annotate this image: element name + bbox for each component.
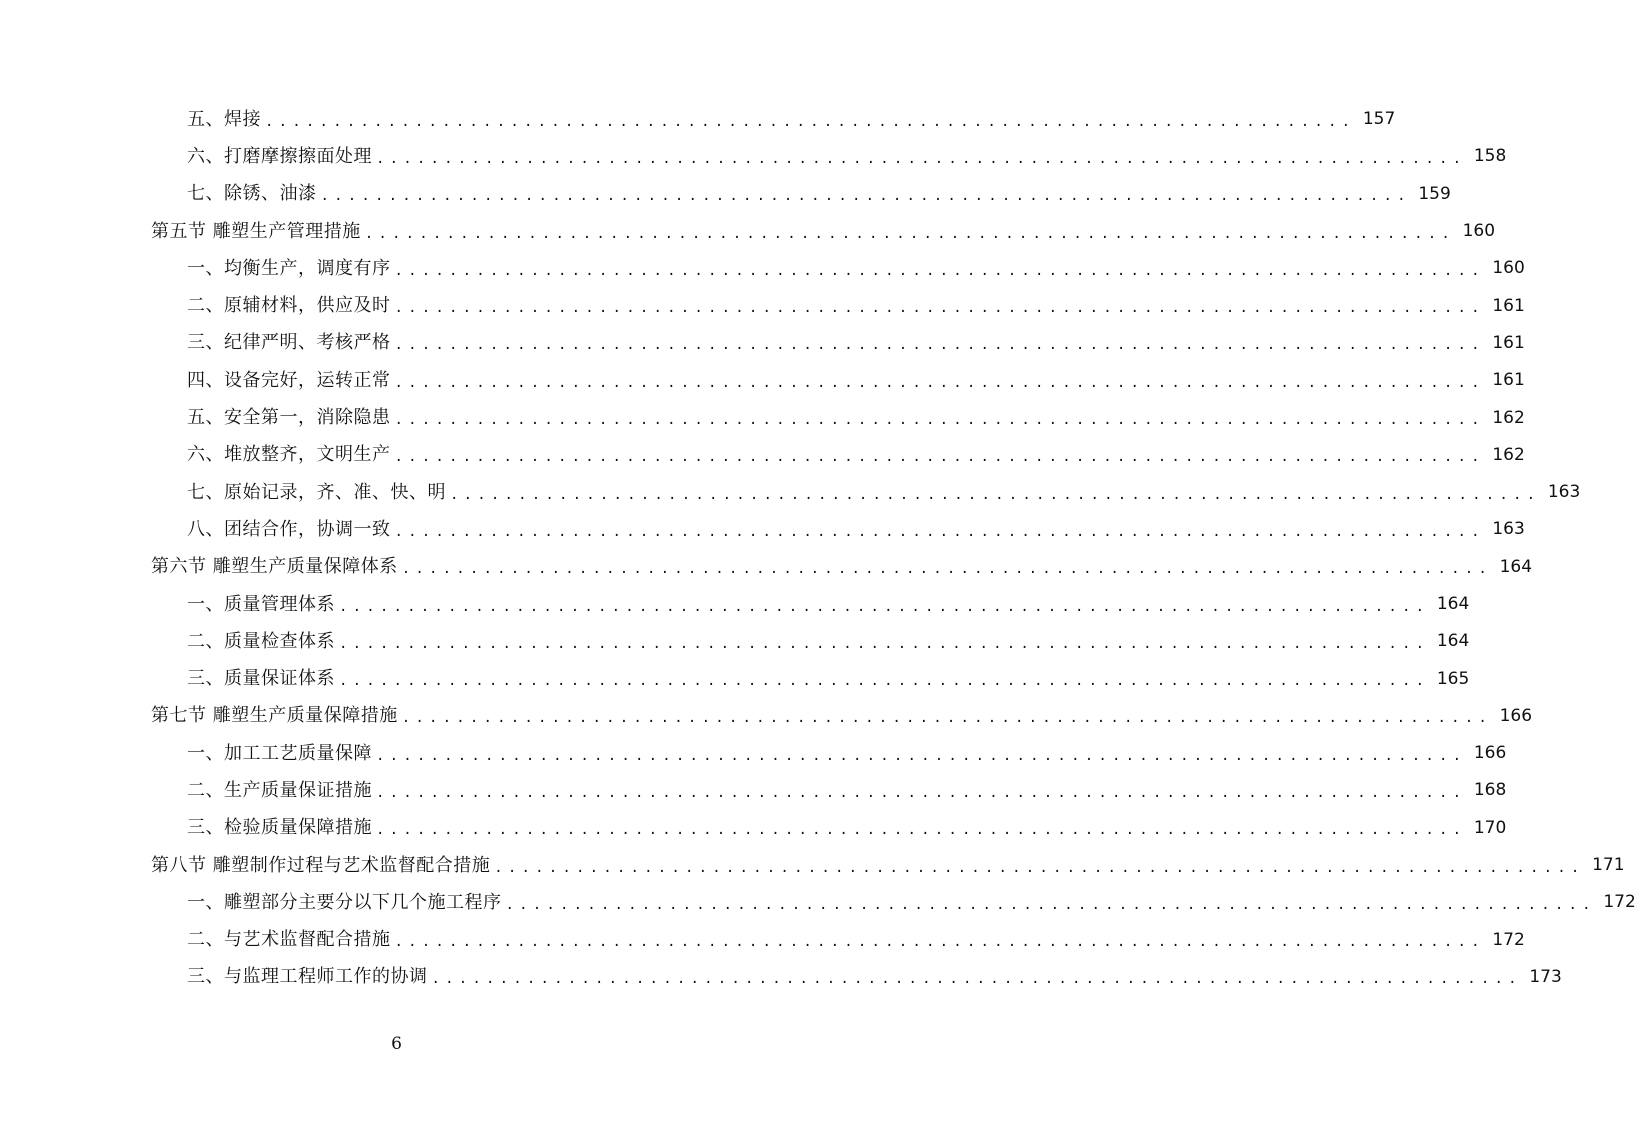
toc-leader-dots: ................................................................................: [364, 225, 1456, 242]
toc-entry-page-number: 164: [1499, 556, 1533, 577]
toc-entry-page-number: 170: [1473, 817, 1507, 838]
toc-leader-dots: ................................................................................: [394, 300, 1485, 317]
toc-subsection-entry[interactable]: [0, 287, 1525, 324]
toc-leader-dots: ................................................................................: [394, 449, 1485, 466]
toc-leader-dots: ................................................................................: [376, 747, 1467, 764]
toc-entry-label: 第五节 雕塑生产管理措施: [151, 220, 361, 242]
toc-entry-inner: [187, 332, 1525, 354]
toc-entry-page-number: 172: [1603, 892, 1636, 913]
toc-leader-dots: ................................................................................: [339, 635, 1430, 652]
toc-subsection-entry[interactable]: [0, 325, 1525, 362]
toc-entry-label: 四、设备完好，运转正常: [187, 369, 391, 391]
toc-subsection-entry[interactable]: [0, 250, 1525, 287]
toc-entry-label: 一、质量管理体系: [187, 593, 335, 615]
toc-subsection-entry[interactable]: [0, 437, 1525, 474]
toc-entry-label: 第七节 雕塑生产质量保障措施: [151, 705, 398, 727]
toc-entry-page-number: 165: [1436, 668, 1470, 689]
toc-entry-inner: [187, 966, 1562, 988]
toc-entry-inner: [187, 183, 1451, 205]
toc-entry-inner: [187, 668, 1470, 690]
toc-subsection-entry[interactable]: [0, 735, 1507, 772]
toc-subsection-entry[interactable]: [0, 884, 1636, 921]
toc-entry-label: 第六节 雕塑生产质量保障体系: [151, 556, 398, 578]
toc-entry-inner: [187, 481, 1581, 503]
toc-entry-label: 七、原始记录，齐、准、快、明: [187, 481, 446, 503]
toc-entry-inner: [187, 108, 1396, 130]
toc-entry-page-number: 161: [1492, 295, 1525, 316]
toc-leader-dots: ................................................................................: [394, 374, 1485, 391]
table-of-contents: [0, 101, 1636, 996]
toc-entry-label: 三、与监理工程师工作的协调: [187, 966, 428, 988]
toc-entry-label: 一、均衡生产，调度有序: [187, 257, 391, 279]
toc-entry-label: 一、雕塑部分主要分以下几个施工程序: [187, 891, 502, 913]
toc-entry-label: 二、质量检查体系: [187, 630, 335, 652]
toc-entry-page-number: 173: [1529, 966, 1562, 987]
toc-entry-label: 二、生产质量保证措施: [187, 779, 372, 801]
toc-subsection-entry[interactable]: [0, 101, 1396, 138]
toc-leader-dots: ................................................................................: [505, 896, 1596, 913]
toc-entry-inner: [187, 593, 1470, 615]
toc-leader-dots: ................................................................................: [401, 561, 1493, 578]
toc-entry-inner: [187, 891, 1636, 913]
toc-section-entry[interactable]: [0, 549, 1533, 586]
toc-entry-label: 三、纪律严明、考核严格: [187, 332, 391, 354]
toc-entry-page-number: 164: [1436, 594, 1470, 614]
toc-entry-page-number: 157: [1362, 109, 1396, 130]
toc-leader-dots: ................................................................................: [394, 523, 1485, 540]
toc-entry-page-number: 161: [1492, 370, 1525, 391]
toc-entry-label: 三、检验质量保障措施: [187, 817, 372, 839]
toc-entry-page-number: 172: [1492, 929, 1525, 950]
toc-subsection-entry[interactable]: [0, 138, 1507, 175]
toc-subsection-entry[interactable]: [0, 511, 1525, 548]
toc-entry-page-number: 166: [1499, 705, 1533, 726]
toc-entry-label: 七、除锈、油漆: [187, 183, 317, 205]
toc-entry-inner: [151, 705, 1533, 727]
toc-leader-dots: ................................................................................: [394, 934, 1485, 951]
toc-subsection-entry[interactable]: [0, 176, 1451, 213]
toc-entry-inner: [187, 742, 1507, 764]
toc-leader-dots: ................................................................................: [394, 262, 1485, 279]
toc-section-entry[interactable]: [0, 213, 1496, 250]
toc-subsection-entry[interactable]: [0, 474, 1581, 511]
toc-subsection-entry[interactable]: [0, 623, 1470, 660]
toc-leader-dots: ................................................................................: [339, 598, 1430, 615]
toc-entry-page-number: 159: [1418, 183, 1451, 204]
toc-entry-page-number: 164: [1436, 631, 1470, 652]
toc-entry-label: 三、质量保证体系: [187, 668, 335, 690]
toc-entry-label: 二、与艺术监督配合措施: [187, 929, 391, 951]
toc-entry-label: 五、安全第一，消除隐患: [187, 407, 391, 429]
toc-entry-label: 五、焊接: [187, 108, 261, 130]
toc-entry-page-number: 160: [1462, 221, 1496, 242]
toc-entry-inner: [187, 257, 1525, 279]
toc-leader-dots: ................................................................................: [376, 822, 1467, 839]
toc-entry-page-number: 171: [1592, 855, 1625, 876]
toc-leader-dots: ................................................................................: [376, 150, 1467, 167]
toc-leader-dots: ................................................................................: [320, 188, 1411, 205]
toc-leader-dots: ................................................................................: [394, 337, 1485, 354]
toc-entry-label: 八、团结合作，协调一致: [187, 518, 391, 540]
toc-leader-dots: ................................................................................: [265, 113, 1356, 130]
toc-entry-inner: [151, 220, 1496, 242]
toc-entry-page-number: 162: [1492, 444, 1525, 465]
toc-leader-dots: ................................................................................: [431, 971, 1522, 988]
toc-leader-dots: ................................................................................: [339, 673, 1430, 690]
toc-entry-page-number: 163: [1547, 482, 1581, 503]
toc-entry-inner: [187, 518, 1525, 540]
toc-subsection-entry[interactable]: [0, 959, 1562, 996]
toc-entry-page-number: 166: [1473, 743, 1507, 764]
toc-entry-page-number: 160: [1492, 258, 1525, 279]
page-number: 6: [391, 1034, 402, 1054]
toc-entry-page-number: 162: [1492, 407, 1525, 428]
toc-entry-inner: [187, 295, 1525, 317]
toc-entry-label: 六、打磨摩擦擦面处理: [187, 145, 372, 167]
toc-entry-inner: [187, 779, 1507, 801]
toc-entry-label: 二、原辅材料，供应及时: [187, 295, 391, 317]
toc-entry-page-number: 163: [1492, 519, 1525, 540]
toc-entry-page-number: 161: [1492, 332, 1525, 353]
toc-entry-inner: [151, 556, 1533, 578]
toc-subsection-entry[interactable]: [0, 586, 1470, 623]
toc-entry-page-number: 158: [1473, 146, 1507, 167]
toc-entry-inner: [187, 407, 1525, 429]
toc-entry-page-number: 168: [1473, 780, 1507, 801]
toc-leader-dots: ................................................................................: [494, 859, 1585, 876]
toc-entry-inner: [187, 817, 1507, 839]
toc-leader-dots: ................................................................................: [376, 784, 1467, 801]
toc-subsection-entry[interactable]: [0, 772, 1507, 809]
toc-leader-dots: ................................................................................: [394, 412, 1485, 429]
toc-entry-label: 第八节 雕塑制作过程与艺术监督配合措施: [151, 854, 491, 876]
toc-subsection-entry[interactable]: [0, 660, 1470, 697]
toc-subsection-entry[interactable]: [0, 362, 1525, 399]
toc-entry-inner: [187, 369, 1525, 391]
toc-entry-label: 六、堆放整齐，文明生产: [187, 444, 391, 466]
toc-entry-inner: [187, 630, 1470, 652]
toc-leader-dots: ................................................................................: [401, 710, 1493, 727]
toc-section-entry[interactable]: [0, 698, 1533, 735]
toc-entry-inner: [187, 444, 1525, 466]
toc-entry-inner: [187, 929, 1525, 951]
toc-entry-label: 一、加工工艺质量保障: [187, 742, 372, 764]
toc-leader-dots: ................................................................................: [450, 486, 1541, 503]
toc-subsection-entry[interactable]: [0, 810, 1507, 847]
toc-entry-inner: [151, 854, 1625, 876]
toc-entry-inner: [187, 145, 1507, 167]
toc-subsection-entry[interactable]: [0, 399, 1525, 436]
toc-section-entry[interactable]: [0, 847, 1625, 884]
toc-subsection-entry[interactable]: [0, 922, 1525, 959]
